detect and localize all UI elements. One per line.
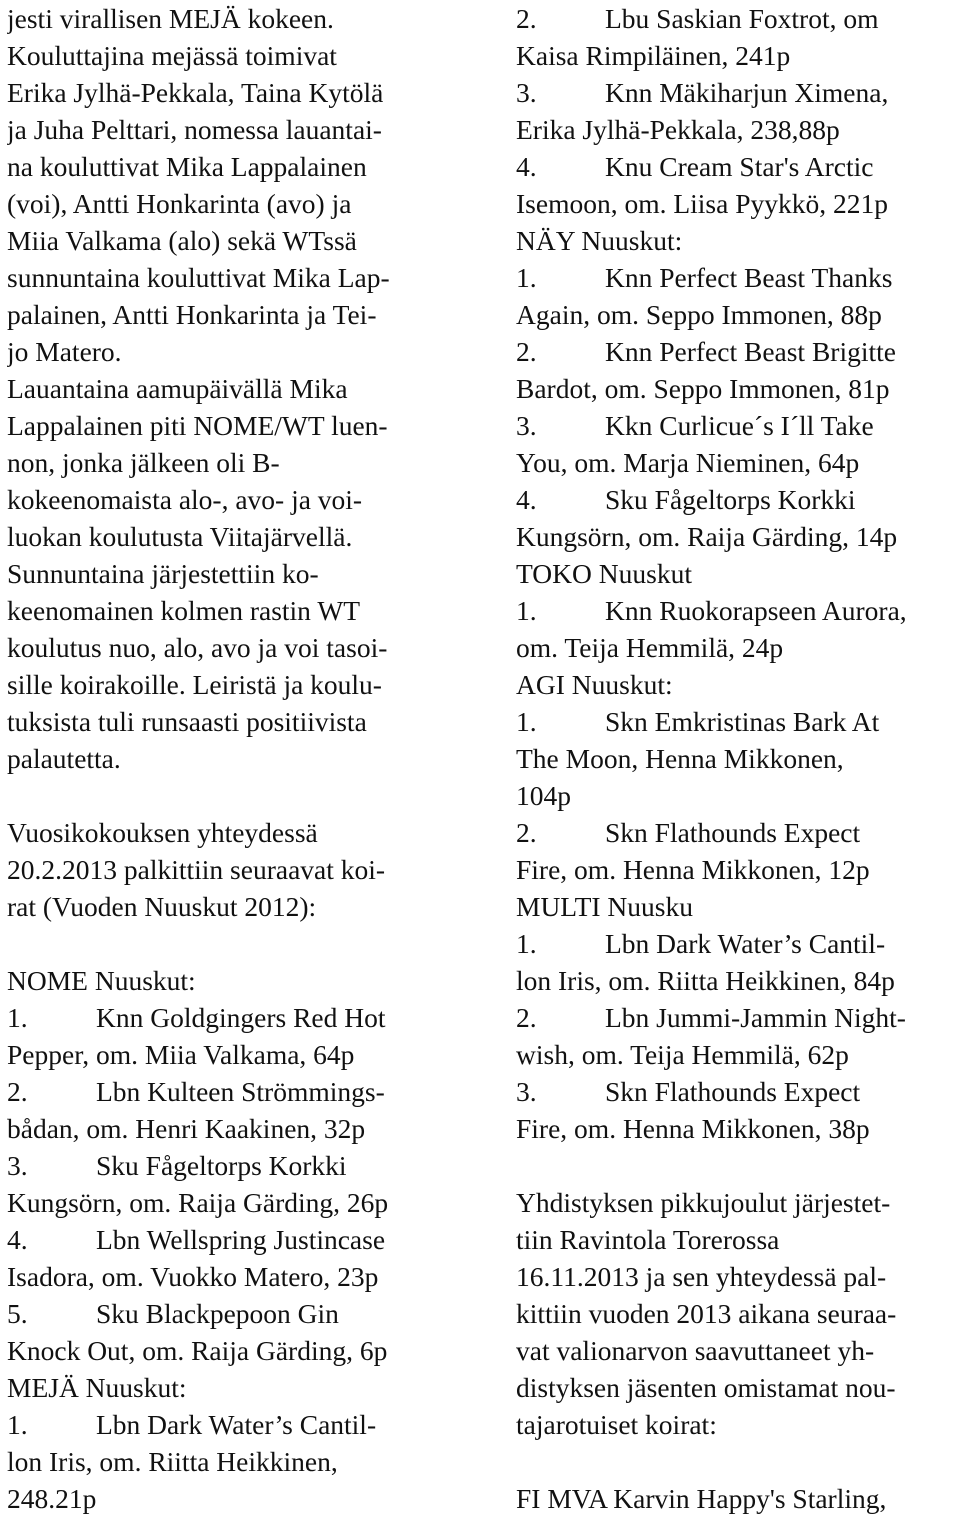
award-rank: 2. bbox=[7, 1076, 28, 1107]
body-text-line: vat valionarvon saavuttaneet yh- bbox=[516, 1335, 875, 1366]
award-entry-first-line bbox=[516, 0, 960, 37]
body-text-line: Erika Jylhä-Pekkala, Taina Kytölä bbox=[7, 77, 384, 108]
dog-name: Knn Perfect Beast Brigitte bbox=[605, 336, 896, 367]
dog-name: Skn Flathounds Expect bbox=[605, 1076, 861, 1107]
dog-name: Sku Fågeltorps Korkki bbox=[96, 1150, 347, 1181]
dog-name: Lbn Kulteen Strömmings- bbox=[96, 1076, 385, 1107]
award-rank: 4. bbox=[7, 1224, 28, 1255]
dog-name: Lbn Dark Water’s Cantil- bbox=[96, 1409, 377, 1440]
award-rank: 1. bbox=[516, 706, 537, 737]
award-rank: 1. bbox=[516, 262, 537, 293]
award-entry-owner-line: Kungsörn, om. Raija Gärding, 14p bbox=[516, 521, 898, 552]
award-rank: 2. bbox=[516, 1002, 537, 1033]
award-rank: 3. bbox=[516, 77, 537, 108]
body-text-line: Lappalainen piti NOME/WT luen- bbox=[7, 410, 388, 441]
section-heading-nome: NOME Nuuskut: bbox=[7, 965, 196, 996]
awards-intro-line: Vuosikokouksen yhteydessä bbox=[7, 817, 318, 848]
paragraph-spacer bbox=[516, 1147, 960, 1184]
award-entry-first-line bbox=[516, 592, 960, 629]
award-entry-owner-line: You, om. Marja Nieminen, 64p bbox=[516, 447, 860, 478]
body-text-line: kittiin vuoden 2013 aikana seuraa- bbox=[516, 1298, 897, 1329]
body-text-line: Kouluttajina mejässä toimivat bbox=[7, 40, 337, 71]
body-text-line: luokan koulutusta Viitajärvellä. bbox=[7, 521, 353, 552]
paragraph-spacer bbox=[7, 925, 457, 962]
body-text-line: sunnuntaina kouluttivat Mika Lap- bbox=[7, 262, 390, 293]
award-entry-owner-line: Kungsörn, om. Raija Gärding, 26p bbox=[7, 1187, 389, 1218]
award-entry-first-line bbox=[7, 1406, 457, 1443]
dog-name: Lbu Saskian Foxtrot, om bbox=[605, 3, 879, 34]
body-text-line: FI MVA Karvin Happy's Starling, bbox=[516, 1483, 887, 1514]
award-entry-owner-line: wish, om. Teija Hemmilä, 62p bbox=[516, 1039, 849, 1070]
award-entry-first-line bbox=[7, 1073, 457, 1110]
dog-name: Sku Fågeltorps Korkki bbox=[605, 484, 856, 515]
body-text-line: tuksista tuli runsaasti positiivista bbox=[7, 706, 367, 737]
awards-intro-line: 20.2.2013 palkittiin seuraavat koi- bbox=[7, 854, 386, 885]
award-entry-owner-line: Isemoon, om. Liisa Pyykkö, 221p bbox=[516, 188, 889, 219]
award-entry-owner-line: Kaisa Rimpiläinen, 241p bbox=[516, 40, 791, 71]
dog-name: Kkn Curlicue´s I´ll Take bbox=[605, 410, 874, 441]
body-text-line: (voi), Antti Honkarinta (avo) ja bbox=[7, 188, 352, 219]
dog-name: Knn Perfect Beast Thanks bbox=[605, 262, 893, 293]
award-entry-first-line bbox=[7, 1295, 457, 1332]
award-entry-first-line bbox=[7, 1147, 457, 1184]
body-text-line: Miia Valkama (alo) sekä WTssä bbox=[7, 225, 357, 256]
body-text-line: distyksen jäsenten omistamat nou- bbox=[516, 1372, 896, 1403]
dog-name: Knn Goldgingers Red Hot bbox=[96, 1002, 386, 1033]
right-column bbox=[516, 0, 960, 1517]
award-entry-first-line bbox=[516, 814, 960, 851]
award-entry-owner-line: Pepper, om. Miia Valkama, 64p bbox=[7, 1039, 355, 1070]
paragraph-spacer bbox=[516, 1443, 960, 1480]
body-text-line: kokeenomaista alo-, avo- ja voi- bbox=[7, 484, 363, 515]
dog-name: Knn Ruokorapseen Aurora, bbox=[605, 595, 907, 626]
body-text-line: sille koirakoille. Leiristä ja koulu- bbox=[7, 669, 382, 700]
award-entry-owner-line: Again, om. Seppo Immonen, 88p bbox=[516, 299, 882, 330]
body-text-line: jesti virallisen MEJÄ kokeen. bbox=[7, 3, 334, 34]
award-entry-owner-line: lon Iris, om. Riitta Heikkinen, bbox=[7, 1446, 338, 1477]
body-text-line: koulutus nuo, alo, avo ja voi tasoi- bbox=[7, 632, 388, 663]
section-heading-agi: AGI Nuuskut: bbox=[516, 669, 673, 700]
section-heading-meja: MEJÄ Nuuskut: bbox=[7, 1372, 187, 1403]
award-entry-owner-line: Knock Out, om. Raija Gärding, 6p bbox=[7, 1335, 388, 1366]
body-text-line: keenomainen kolmen rastin WT bbox=[7, 595, 361, 626]
award-entry-owner-line: lon Iris, om. Riitta Heikkinen, 84p bbox=[516, 965, 895, 996]
dog-name: Lbn Jummi-Jammin Night- bbox=[605, 1002, 906, 1033]
award-entry-owner-line: om. Teija Hemmilä, 24p bbox=[516, 632, 784, 663]
award-entry-first-line bbox=[516, 703, 960, 740]
award-entry-first-line bbox=[516, 148, 960, 185]
body-text-line: tiin Ravintola Torerossa bbox=[516, 1224, 780, 1255]
section-heading-multi: MULTI Nuusku bbox=[516, 891, 693, 922]
body-text-line: palautetta. bbox=[7, 743, 121, 774]
award-rank: 1. bbox=[516, 928, 537, 959]
award-entry-owner-line: bådan, om. Henri Kaakinen, 32p bbox=[7, 1113, 366, 1144]
award-entry-owner-line: Fire, om. Henna Mikkonen, 38p bbox=[516, 1113, 870, 1144]
award-rank: 2. bbox=[516, 817, 537, 848]
award-entry-first-line bbox=[516, 74, 960, 111]
award-entry-owner-line: Fire, om. Henna Mikkonen, 12p bbox=[516, 854, 870, 885]
left-column bbox=[7, 0, 457, 1517]
award-entry-points-line: 248.21p bbox=[7, 1483, 97, 1514]
body-text-line: palainen, Antti Honkarinta ja Tei- bbox=[7, 299, 377, 330]
award-rank: 4. bbox=[516, 151, 537, 182]
award-entry-owner-line: Isadora, om. Vuokko Matero, 23p bbox=[7, 1261, 379, 1292]
body-text-line: Yhdistyksen pikkujoulut järjestet- bbox=[516, 1187, 891, 1218]
award-entry-first-line bbox=[516, 925, 960, 962]
dog-name: Lbn Wellspring Justincase bbox=[96, 1224, 386, 1255]
body-text-line: tajarotuiset koirat: bbox=[516, 1409, 717, 1440]
body-text-line: na kouluttivat Mika Lappalainen bbox=[7, 151, 367, 182]
paragraph-spacer bbox=[7, 777, 457, 814]
award-rank: 5. bbox=[7, 1298, 28, 1329]
body-text-line: Sunnuntaina järjestettiin ko- bbox=[7, 558, 319, 589]
body-text-line: 16.11.2013 ja sen yhteydessä pal- bbox=[516, 1261, 887, 1292]
dog-name: Knu Cream Star's Arctic bbox=[605, 151, 874, 182]
body-text-line: Lauantaina aamupäivällä Mika bbox=[7, 373, 348, 404]
award-rank: 1. bbox=[7, 1002, 28, 1033]
body-text-line: jo Matero. bbox=[7, 336, 122, 367]
dog-name: Skn Emkristinas Bark At bbox=[605, 706, 880, 737]
award-entry-first-line bbox=[516, 1073, 960, 1110]
section-heading-toko: TOKO Nuuskut bbox=[516, 558, 692, 589]
award-rank: 4. bbox=[516, 484, 537, 515]
dog-name: Knn Mäkiharjun Ximena, bbox=[605, 77, 889, 108]
award-entry-first-line bbox=[516, 259, 960, 296]
award-rank: 2. bbox=[516, 336, 537, 367]
award-rank: 2. bbox=[516, 3, 537, 34]
body-text-line: ja Juha Pelttari, nomessa lauantai- bbox=[7, 114, 382, 145]
award-rank: 3. bbox=[7, 1150, 28, 1181]
section-heading-nay: NÄY Nuuskut: bbox=[516, 225, 683, 256]
award-entry-owner-line: Erika Jylhä-Pekkala, 238,88p bbox=[516, 114, 840, 145]
award-rank: 1. bbox=[516, 595, 537, 626]
award-entry-first-line bbox=[516, 999, 960, 1036]
award-entry-first-line bbox=[516, 407, 960, 444]
award-entry-points-line: 104p bbox=[516, 780, 571, 811]
award-entry-first-line bbox=[516, 333, 960, 370]
body-text-line: non, jonka jälkeen oli B- bbox=[7, 447, 280, 478]
award-entry-first-line bbox=[516, 481, 960, 518]
award-rank: 3. bbox=[516, 410, 537, 441]
dog-name: Sku Blackpepoon Gin bbox=[96, 1298, 339, 1329]
dog-name: Skn Flathounds Expect bbox=[605, 817, 861, 848]
award-entry-owner-line: The Moon, Henna Mikkonen, bbox=[516, 743, 844, 774]
awards-intro-line: rat (Vuoden Nuuskut 2012): bbox=[7, 891, 317, 922]
dog-name: Lbn Dark Water’s Cantil- bbox=[605, 928, 886, 959]
award-entry-first-line bbox=[7, 1221, 457, 1258]
award-entry-owner-line: Bardot, om. Seppo Immonen, 81p bbox=[516, 373, 890, 404]
award-rank: 1. bbox=[7, 1409, 28, 1440]
award-rank: 3. bbox=[516, 1076, 537, 1107]
award-entry-first-line bbox=[7, 999, 457, 1036]
